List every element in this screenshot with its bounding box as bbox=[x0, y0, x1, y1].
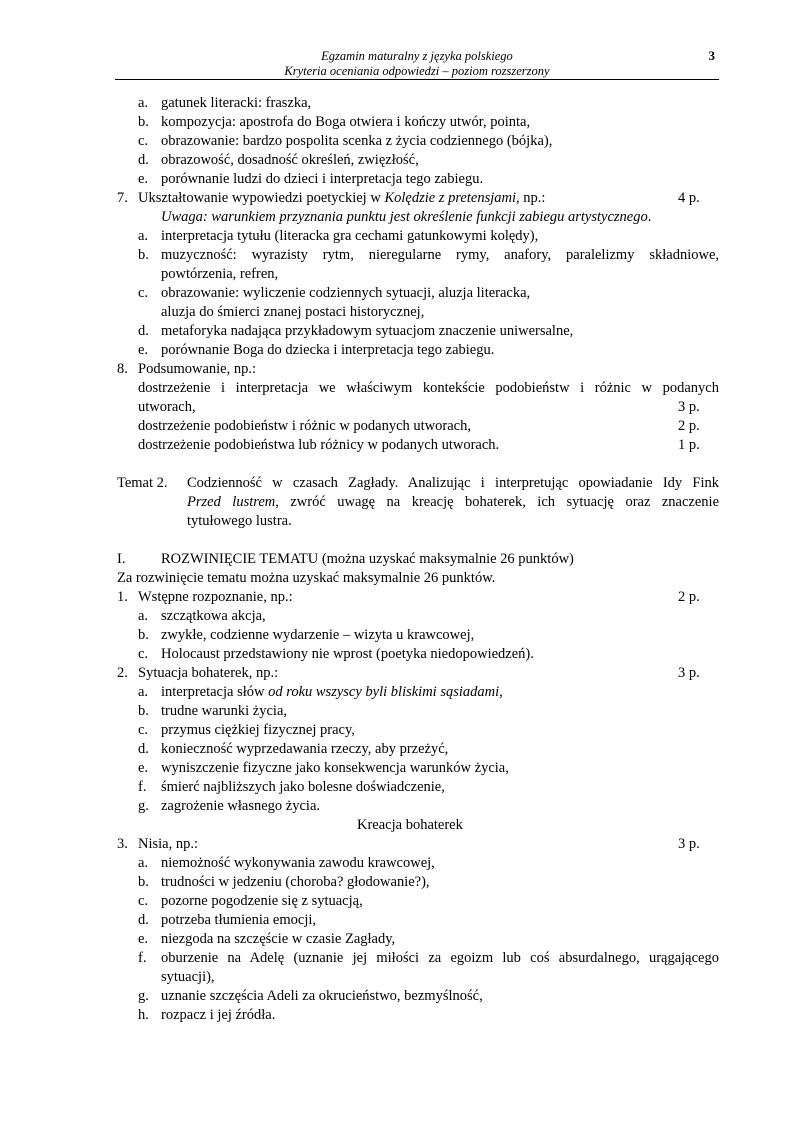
list-marker: c. bbox=[138, 646, 149, 662]
list-marker: a. bbox=[138, 684, 149, 700]
list-marker: c. bbox=[138, 722, 149, 738]
item-3-text: Nisia, np.: bbox=[138, 836, 199, 852]
list-item: niezgoda na szczęście w czasie Zagłady, bbox=[161, 931, 396, 947]
list-item: pozorne pogodzenie się z sytuacją, bbox=[161, 893, 363, 909]
item-number: 3. bbox=[117, 836, 128, 852]
points-label: 2 p. bbox=[678, 589, 700, 605]
header-title: Egzamin maturalny z języka polskiego bbox=[321, 49, 513, 63]
item-number: 2. bbox=[117, 665, 128, 681]
list-marker: d. bbox=[138, 912, 149, 928]
list-item: przymus ciężkiej fizycznej pracy, bbox=[161, 722, 355, 738]
list-marker: b. bbox=[138, 703, 149, 719]
list-marker: c. bbox=[138, 133, 149, 149]
list-marker: e. bbox=[138, 931, 149, 947]
list-marker: c. bbox=[138, 893, 149, 909]
list-item: porównanie Boga do dziecka i interpretacja tego zabiegu. bbox=[161, 342, 495, 358]
list-marker: e. bbox=[138, 760, 149, 776]
list-marker: f. bbox=[138, 779, 147, 795]
list-item: uznanie szczęścia Adeli za okrucieństwo, bezmyślność, bbox=[161, 988, 483, 1004]
points-label: 4 p. bbox=[678, 190, 700, 206]
list-item-cont: sytuacji), bbox=[161, 969, 215, 985]
header-subtitle: Kryteria oceniania odpowiedzi – poziom rozszerzony bbox=[284, 64, 550, 78]
list-marker: h. bbox=[138, 1007, 149, 1023]
list-marker: b. bbox=[138, 247, 149, 263]
list-marker: g. bbox=[138, 988, 149, 1004]
list-item: obrazowanie: bardzo pospolita scenka z życia codziennego (bójka), bbox=[161, 133, 553, 149]
item-8-text: Podsumowanie, np.: bbox=[138, 361, 257, 377]
page-number: 3 bbox=[708, 48, 715, 63]
list-item: trudne warunki życia, bbox=[161, 703, 288, 719]
list-item: Holocaust przedstawiony nie wprost (poetyka niedopowiedzeń). bbox=[161, 646, 534, 662]
list-item: niemożność wykonywania zawodu krawcowej, bbox=[161, 855, 435, 871]
list-item: trudności w jedzeniu (choroba? głodowanie?), bbox=[161, 874, 430, 890]
list-marker: b. bbox=[138, 114, 149, 130]
points-label: 2 p. bbox=[678, 418, 700, 434]
list-item: wyniszczenie fizyczne jako konsekwencja warunków życia, bbox=[161, 760, 509, 776]
list-item: interpretacja słów od roku wszyscy byli bliskimi sąsiadami, bbox=[161, 684, 503, 700]
list-marker: g. bbox=[138, 798, 149, 814]
list-marker: a. bbox=[138, 855, 149, 871]
item-1-text: Wstępne rozpoznanie, np.: bbox=[138, 589, 293, 605]
points-label: 3 p. bbox=[678, 836, 700, 852]
topic-text: Codzienność w czasach Zagłady. Analizując i interpretując opowiadanie Idy Fink bbox=[187, 475, 719, 491]
topic-text: tytułowego lustra. bbox=[187, 513, 292, 529]
scoring-line: dostrzeżenie podobieństwa lub różnicy w podanych utworach. bbox=[138, 437, 500, 453]
points-label: 3 p. bbox=[678, 399, 700, 415]
list-marker: a. bbox=[138, 228, 149, 244]
list-item: oburzenie na Adelę (uznanie jej miłości za egoizm lub coś absurdalnego, urągającego bbox=[161, 950, 719, 966]
subheading: Kreacja bohaterek bbox=[357, 817, 463, 833]
list-item: potrzeba tłumienia emocji, bbox=[161, 912, 317, 928]
note: Uwaga: warunkiem przyznania punktu jest określenie funkcji zabiegu artystycznego. bbox=[161, 209, 652, 225]
section-roman: I. bbox=[117, 551, 126, 567]
work-title: Kolędzie z pretensjami bbox=[384, 190, 516, 206]
section-intro: Za rozwinięcie tematu można uzyskać maksymalnie 26 punktów. bbox=[117, 570, 496, 586]
list-item: obrazowanie: wyliczenie codziennych sytuacji, aluzja literacka, bbox=[161, 285, 531, 301]
list-item-cont: aluzja do śmierci znanej postaci historycznej, bbox=[161, 304, 425, 320]
list-marker: c. bbox=[138, 285, 149, 301]
list-item: śmierć najbliższych jako bolesne doświadczenie, bbox=[161, 779, 445, 795]
scoring-line: utworach, bbox=[138, 399, 196, 415]
list-item: zagrożenie własnego życia. bbox=[161, 798, 321, 814]
list-item: muzyczność: wyrazisty rytm, nieregularne rymy, anafory, paralelizmy składniowe, bbox=[161, 247, 719, 263]
list-marker: a. bbox=[138, 95, 149, 111]
list-item: szczątkowa akcja, bbox=[161, 608, 266, 624]
item-number: 7. bbox=[117, 190, 128, 206]
list-marker: f. bbox=[138, 950, 147, 966]
scoring-line: dostrzeżenie i interpretacja we właściwym kontekście podobieństw i różnic w podanych bbox=[138, 380, 719, 396]
scoring-line: dostrzeżenie podobieństw i różnic w podanych utworach, bbox=[138, 418, 471, 434]
list-item: porównanie ludzi do dzieci i interpretacja tego zabiegu. bbox=[161, 171, 484, 187]
work-title: Przed lustrem bbox=[187, 494, 276, 510]
list-item: zwykłe, codzienne wydarzenie – wizyta u krawcowej, bbox=[161, 627, 475, 643]
list-item: interpretacja tytułu (literacka gra cechami gatunkowymi kolędy), bbox=[161, 228, 539, 244]
list-item: gatunek literacki: fraszka, bbox=[161, 95, 312, 111]
list-item: obrazowość, dosadność określeń, zwięzłość, bbox=[161, 152, 419, 168]
list-marker: d. bbox=[138, 323, 149, 339]
topic-label: Temat 2. bbox=[117, 475, 168, 491]
list-item: konieczność wyprzedawania rzeczy, aby przeżyć, bbox=[161, 741, 449, 757]
page-header bbox=[115, 47, 719, 80]
list-marker: b. bbox=[138, 627, 149, 643]
item-2-text: Sytuacja bohaterek, np.: bbox=[138, 665, 279, 681]
list-item: metaforyka nadająca przykładowym sytuacjom znaczenie uniwersalne, bbox=[161, 323, 574, 339]
list-marker: d. bbox=[138, 741, 149, 757]
list-marker: b. bbox=[138, 874, 149, 890]
list-item: rozpacz i jej źródła. bbox=[161, 1007, 276, 1023]
topic-text: Przed lustrem, zwróć uwagę na kreację bohaterek, ich sytuację oraz znaczenie bbox=[187, 494, 720, 510]
points-label: 1 p. bbox=[678, 437, 700, 453]
list-marker: e. bbox=[138, 342, 149, 358]
points-label: 3 p. bbox=[678, 665, 700, 681]
section-heading: ROZWINIĘCIE TEMATU (można uzyskać maksymalnie 26 punktów) bbox=[161, 551, 574, 567]
list-marker: e. bbox=[138, 171, 149, 187]
item-number: 1. bbox=[117, 589, 128, 605]
list-marker: d. bbox=[138, 152, 149, 168]
list-item-cont: powtórzenia, refren, bbox=[161, 266, 279, 282]
item-number: 8. bbox=[117, 361, 128, 377]
list-marker: a. bbox=[138, 608, 149, 624]
quote: od roku wszyscy byli bliskimi sąsiadami bbox=[268, 684, 500, 700]
item-7-text: Ukształtowanie wypowiedzi poetyckiej w Kolędzie z pretensjami, np.: bbox=[138, 190, 546, 206]
list-item: kompozycja: apostrofa do Boga otwiera i kończy utwór, pointa, bbox=[161, 114, 531, 130]
